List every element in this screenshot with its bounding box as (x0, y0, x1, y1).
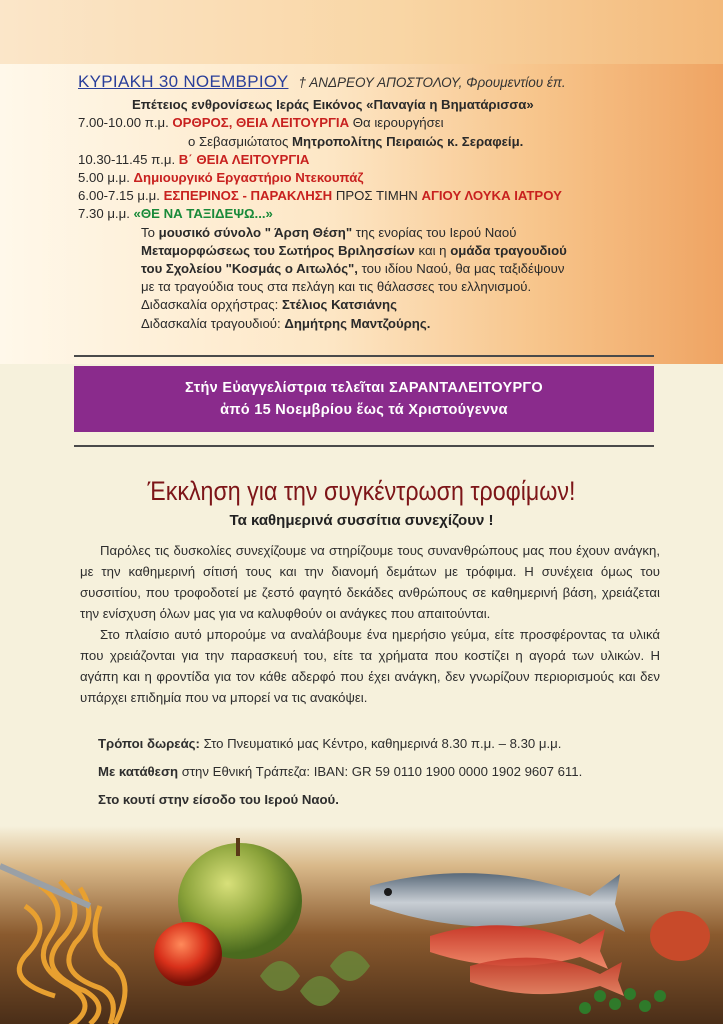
desc-bold: Στέλιος Κατσιάνης (281, 297, 397, 313)
desc-text: και η (418, 242, 447, 258)
donation-line (98, 736, 658, 751)
schedule-time: 7.30 μ.μ. (78, 206, 130, 222)
food-illustration (0, 826, 723, 1024)
song-teacher-line (78, 315, 718, 333)
desc-text: του ιδίου Ναού, θα μας ταξιδέψουν (361, 261, 565, 277)
schedule-item (78, 151, 718, 169)
schedule-item (78, 169, 718, 187)
schedule-item (78, 114, 718, 132)
paragraph: Παρόλες τις δυσκολίες συνεχίζουμε να στηρίζουμε τους συνανθρώπους μας που έχουν ανάγκη, με την καθημερινή σίτισή τους και την διανομή δεμάτων με τρόφιμα. Η συνέχεια όμως του συσσιτίου, που τροφοδοτεί με ζεστό φαγητό δεκάδες ανθρώπους σε καθημερινή βάση, χρειάζεται την ενίσχυση όλων μας για να καλυφθούν οι ανάγκες που απαιτούνται. (80, 543, 660, 621)
desc-bold: Μεταμορφώσεως του Σωτήρος Βριλησσίων (141, 242, 415, 258)
concert-description-line (78, 260, 718, 278)
saint-name: † ΑΝΔΡΕΟΥ ΑΠΟΣΤΟΛΟΥ, Φρουμεντίου έπ. (298, 75, 566, 90)
top-band (0, 0, 723, 64)
desc-bold: μουσικό σύνολο " Άρση Θέση" (158, 224, 353, 240)
schedule (78, 73, 718, 333)
divider (74, 355, 654, 357)
desc-bold: ομάδα τραγουδιού (450, 242, 567, 258)
schedule-honor: ΑΓΙΟΥ ΛΟΥΚΑ ΙΑΤΡΟΥ (421, 188, 562, 204)
banner-line: ἀπό 15 Νοεμβρίου ἕως τά Χριστούγεννα (220, 402, 508, 418)
celebrant-line (78, 133, 718, 151)
orchestra-teacher-line (78, 296, 718, 314)
schedule-time: 6.00-7.15 μ.μ. (78, 188, 160, 204)
date-title: ΚΥΡΙΑΚΗ 30 ΝΟΕΜΒΡΙΟΥ (78, 72, 289, 91)
anniversary-line: Επέτειος ενθρονίσεως Ιεράς Εικόνος «Παναγία η Βηματάρισσα» (132, 97, 534, 113)
schedule-event: ΟΡΘΡΟΣ, ΘΕΙΑ ΛΕΙΤΟΥΡΓΙΑ (172, 115, 350, 131)
appeal-title: Έκκληση για την συγκέντρωση τροφίμων! (147, 476, 576, 506)
schedule-time: 5.00 μ.μ. (78, 170, 130, 186)
desc-bold: του Σχολείου "Κοσμάς ο Αιτωλός", (141, 261, 358, 277)
donation-text: στην Εθνική Τράπεζα: IBAN: GR 59 0110 1900 0000 1902 9607 611. (181, 764, 583, 779)
desc-bold: Δημήτρης Μαντζούρης. (284, 315, 431, 331)
banner-line: Στήν Εὐαγγελίστρια τελεῖται ΣΑΡΑΝΤΑΛΕΙΤΟΥΡΓΟ (184, 380, 544, 396)
concert-description-line (78, 242, 718, 260)
schedule-note: Θα ιερουργήσει (352, 115, 444, 131)
schedule-time: 7.00-10.00 π.μ. (78, 115, 169, 131)
divider (74, 445, 654, 447)
schedule-event: Δημιουργικό Εργαστήριο Ντεκουπάζ (133, 170, 364, 186)
banner (74, 366, 654, 432)
celebrant-prefix: ο Σεβασμιώτατος (188, 133, 289, 149)
schedule-event: «ΘΕ ΝΑ ΤΑΞΙΔΕΨΩ...» (133, 206, 273, 222)
donation-line (98, 764, 658, 779)
donation-label: Τρόποι δωρεάς: (98, 736, 200, 751)
schedule-item (78, 205, 718, 223)
schedule-middle: ΠΡΟΣ ΤΙΜΗΝ (335, 188, 418, 204)
food-photo (0, 826, 723, 1024)
donation-label: Με κατάθεση (98, 764, 179, 779)
paragraph: Στο πλαίσιο αυτό μπορούμε να αναλάβουμε ένα ημερήσιο γεύμα, είτε προσφέροντας τα υλικά που χρειάζονται για την παρασκευή του, είτε τα χρήματα που κοστίζει η αγορά των υλικών. Η αγάπη και η φροντίδα για τον κάθε αδερφό που έχει ανάγκη, δεν γνωρίζουν περιορισμούς και δεν υπάρχει επιδημία που να μπορεί να τις ανακόψει. (80, 627, 660, 705)
concert-description-line: με τα τραγούδια τους στα πελάγη και τις θάλασσες του ελληνισμού. (141, 279, 532, 295)
concert-description-line (78, 224, 718, 242)
date-line (78, 73, 718, 92)
appeal-subtitle: Τα καθημερινά συσσίτια συνεχίζουν ! (229, 512, 494, 529)
donation-text: Στο Πνευματικό μας Κέντρο, καθημερινά 8.30 π.μ. – 8.30 μ.μ. (203, 736, 562, 751)
schedule-event: Β΄ ΘΕΙΑ ΛΕΙΤΟΥΡΓΙΑ (178, 151, 310, 167)
desc-text: Το (141, 224, 155, 240)
donation-line: Στο κουτί στην είσοδο του Ιερού Ναού. (98, 792, 339, 807)
schedule-item (78, 187, 718, 205)
schedule-time: 10.30-11.45 π.μ. (78, 151, 176, 167)
desc-text: Διδασκαλία τραγουδιού: (141, 315, 281, 331)
appeal-body (80, 540, 660, 708)
desc-text: της ενορίας του Ιερού Ναού (355, 224, 517, 240)
desc-text: Διδασκαλία ορχήστρας: (141, 297, 279, 313)
schedule-event: ΕΣΠΕΡΙΝΟΣ - ΠΑΡΑΚΛΗΣΗ (163, 188, 333, 204)
celebrant-name: Μητροπολίτης Πειραιώς κ. Σεραφείμ. (292, 133, 524, 149)
